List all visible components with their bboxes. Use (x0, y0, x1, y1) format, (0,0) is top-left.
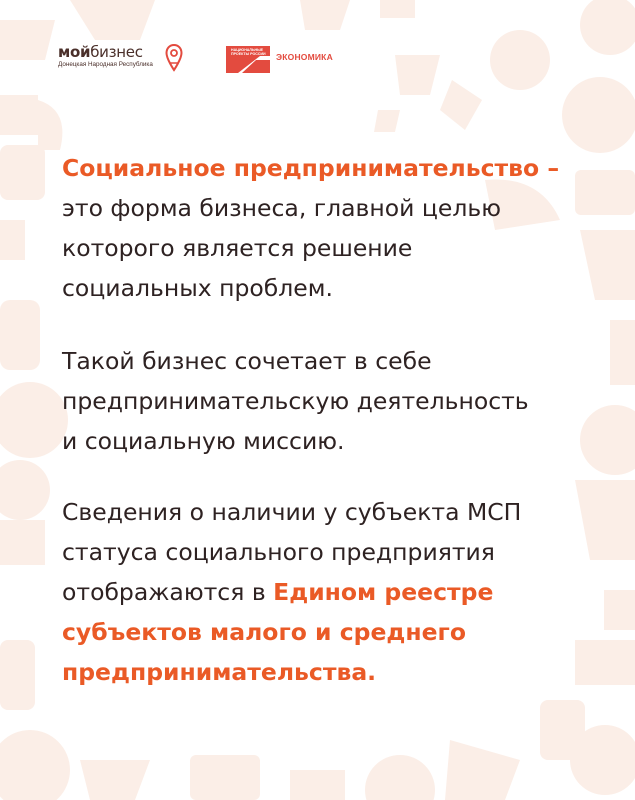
definition-line: которого является решение (62, 234, 413, 262)
paragraph-definition (62, 148, 622, 308)
logo-wordmark (58, 44, 153, 60)
header (0, 0, 635, 100)
logo-subtitle: Донецкая Народная Республика (58, 61, 153, 68)
definition-line: это форма бизнеса, главной целью (62, 194, 501, 222)
registry-highlight-line: предпринимательства. (62, 658, 377, 686)
registry-line: Сведения о наличии у субъекта МСП (62, 498, 522, 526)
registry-highlight: Едином реестре (273, 578, 494, 606)
combination-line: и социальную миссию. (62, 427, 345, 455)
moibiznes-logo[interactable] (58, 44, 153, 69)
paragraph-combination (62, 341, 622, 461)
national-projects-badge-text: НАЦИОНАЛЬНЫЕ ПРОЕКТЫ РОССИИ (231, 48, 266, 57)
combination-line: Такой бизнес сочетает в себе (62, 347, 432, 375)
logo-wordmark-regular: бизнес (90, 43, 143, 61)
registry-highlight-line: субъектов малого и среднего (62, 618, 466, 646)
social-entrepreneurship-heading: Социальное предпринимательство – (62, 154, 560, 182)
location-pin-icon (165, 44, 183, 72)
registry-line: статуса социального предприятия (62, 538, 495, 566)
national-projects-label: ЭКОНОМИКА (276, 52, 333, 62)
registry-line-plain: отображаются в (62, 578, 274, 606)
definition-line: социальных проблем. (62, 274, 333, 302)
combination-line: предпринимательскую деятельность (62, 387, 529, 415)
paragraph-registry (62, 492, 622, 692)
logo-wordmark-bold: мой (58, 43, 91, 61)
main-content (62, 148, 622, 692)
